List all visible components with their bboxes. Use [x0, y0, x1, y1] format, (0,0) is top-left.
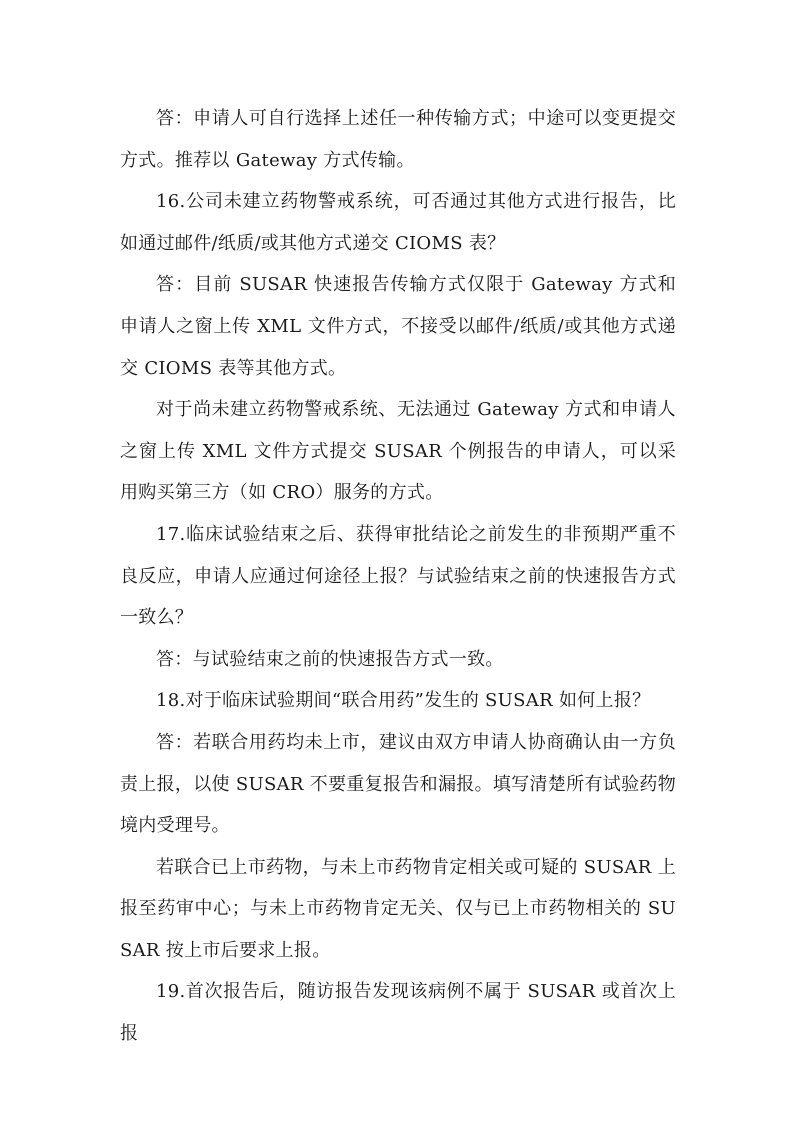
- answer-16-paragraph: 答：目前 SUSAR 快速报告传输方式仅限于 Gateway 方式和申请人之窗上传 XML 文件方式，不接受以邮件/纸质/或其他方式递交 CIOMS 表等其他方式。: [120, 274, 676, 379]
- answer-18-paragraph: 答：若联合用药均未上市，建议由双方申请人协商确认由一方负责上报，以使 SUSAR 不要重复报告和漏报。填写清楚所有试验药物境内受理号。: [120, 731, 676, 837]
- question-18-paragraph: 18.对于临床试验期间“联合用药”发生的 SUSAR 如何上报？: [156, 690, 651, 712]
- question-16-paragraph: 16.公司未建立药物警戒系统，可否通过其他方式进行报告，比如通过邮件/纸质/或其他方式递交 CIOMS 表？: [120, 191, 676, 254]
- document-body: [120, 98, 676, 1055]
- answer-17-paragraph: 答：与试验结束之前的快速报告方式一致。: [156, 648, 504, 670]
- question-19-paragraph: 19.首次报告后，随访报告发现该病例不属于 SUSAR 或首次上报: [120, 981, 676, 1045]
- answer-16-followup-paragraph: 对于尚未建立药物警戒系统、无法通过 Gateway 方式和申请人之窗上传 XML 文件方式提交 SUSAR 个例报告的申请人，可以采用购买第三方（如 CRO）服务的方式。: [120, 399, 676, 504]
- answer-18-followup-paragraph: 若联合已上市药物，与未上市药物肯定相关或可疑的 SUSAR 上报至药审中心；与未上市药物肯定无关、仅与已上市药物相关的 SUSAR 按上市后要求上报。: [120, 856, 676, 961]
- answer-15-paragraph: 答：申请人可自行选择上述任一种传输方式；中途可以变更提交方式。推荐以 Gateway 方式传输。: [120, 108, 676, 171]
- question-17-paragraph: 17.临床试验结束之后、获得审批结论之前发生的非预期严重不良反应，申请人应通过何途径上报？与试验结束之前的快速报告方式一致么？: [120, 523, 676, 629]
